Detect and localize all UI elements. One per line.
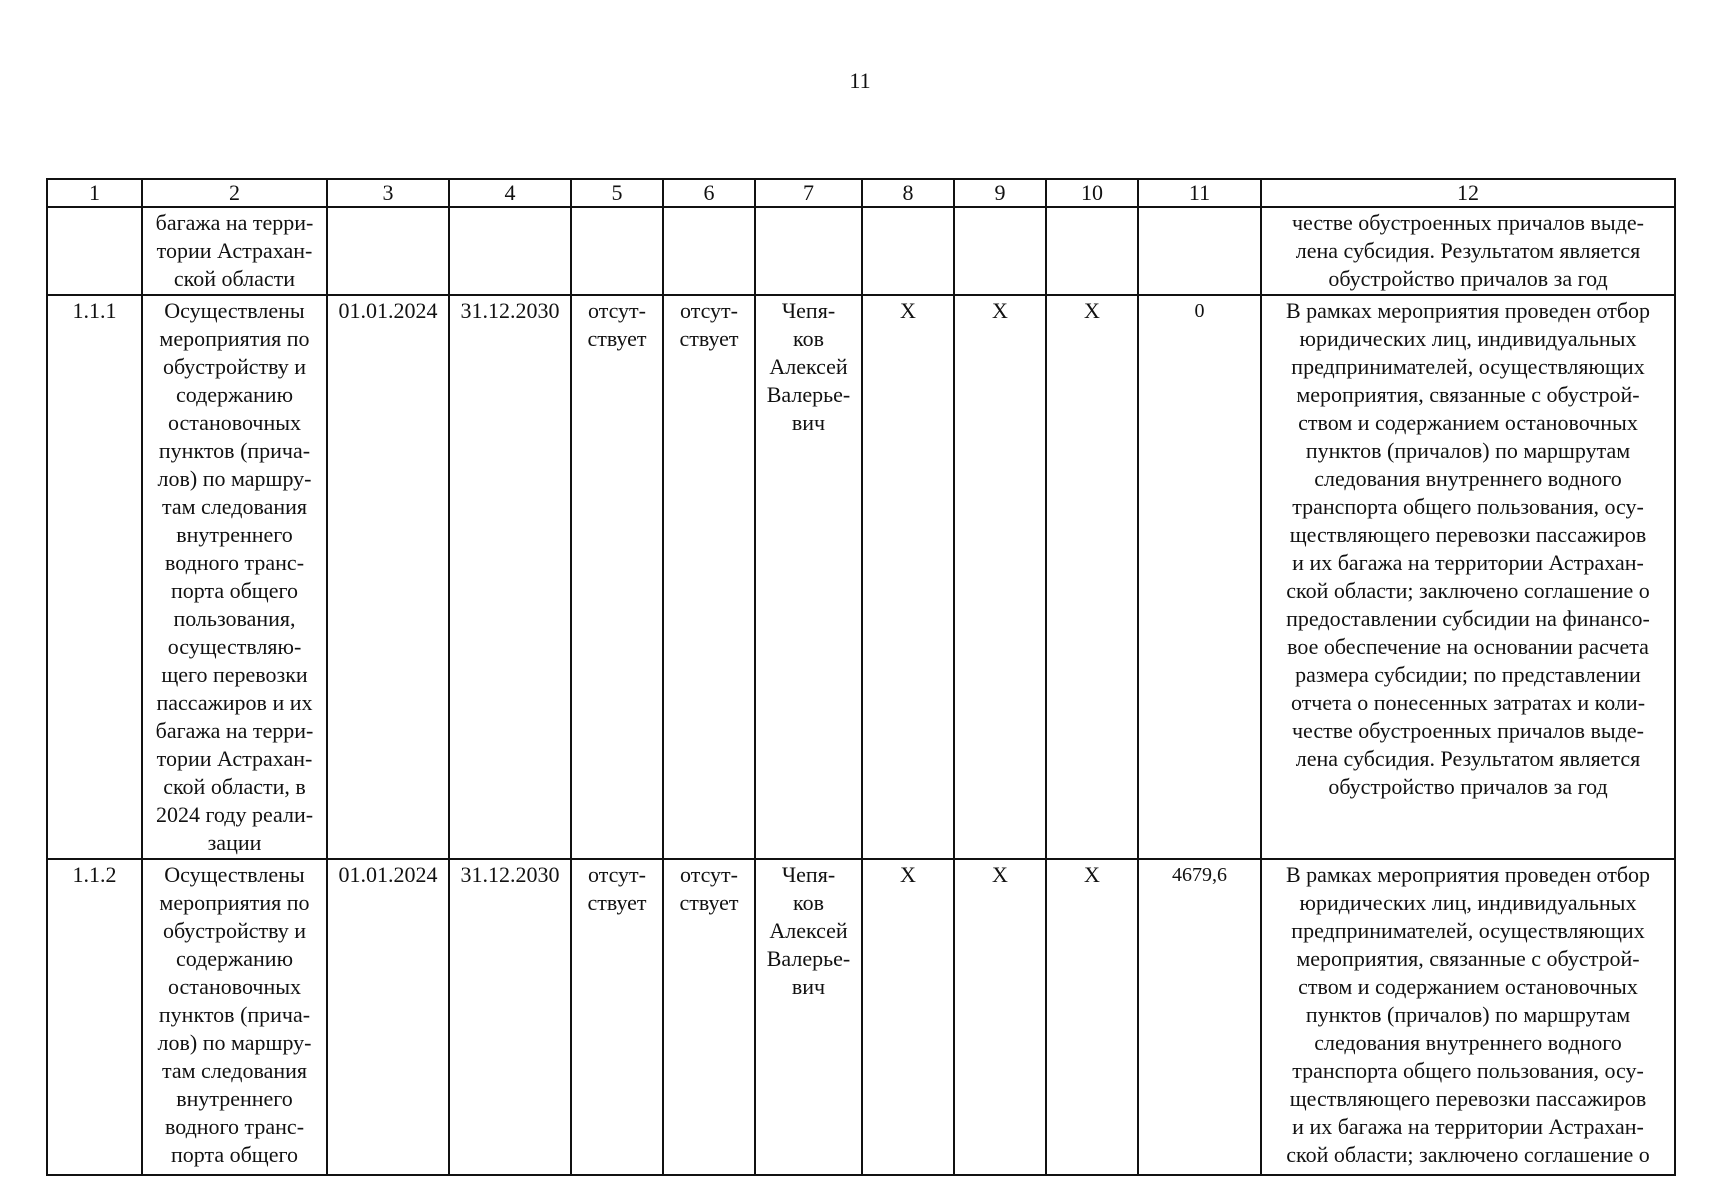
cell-col10: X <box>1046 859 1138 1175</box>
cell-col10 <box>1046 207 1138 295</box>
header-cell-7: 7 <box>755 179 862 207</box>
cell-col6: отсут- ствует <box>663 859 755 1175</box>
cell-number: 1.1.2 <box>47 859 142 1175</box>
cell-col8: X <box>862 859 954 1175</box>
header-cell-9: 9 <box>954 179 1046 207</box>
table-row <box>47 295 1675 859</box>
cell-col5: отсут- ствует <box>571 295 663 859</box>
header-cell-3: 3 <box>327 179 449 207</box>
cell-start-date: 01.01.2024 <box>327 859 449 1175</box>
cell-start-date <box>327 207 449 295</box>
cell-result: В рамках мероприятия проведен отбор юридических лиц, индивидуальных предпринимателей, осуществляющих мероприятия, связанные с обустрой- ством и содержанием остановочных пунктов (причалов) по маршрутам следования внутреннего водного транспорта общего пользования, осу- ществляющего перевозки пассажиров и их багажа на территории Астрахан- ской области; заключено соглашение о предоставлении субсидии на финансо- вое обеспечение на основании расчета размера субсидии; по представлении отчета о понесенных затратах и коли- честве обустроенных причалов выде- лена субсидия. Результатом является обустройство причалов за год <box>1261 295 1675 859</box>
cell-col9: X <box>954 859 1046 1175</box>
cell-col6: отсут- ствует <box>663 295 755 859</box>
header-cell-12: 12 <box>1261 179 1675 207</box>
cell-col5: отсут- ствует <box>571 859 663 1175</box>
cell-responsible: Чепя- ков Алексей Валерье- вич <box>755 295 862 859</box>
cell-result: В рамках мероприятия проведен отбор юридических лиц, индивидуальных предпринимателей, осуществляющих мероприятия, связанные с обустрой- ством и содержанием остановочных пунктов (причалов) по маршрутам следования внутреннего водного транспорта общего пользования, осу- ществляющего перевозки пассажиров и их багажа на территории Астрахан- ской области; заключено соглашение о <box>1261 859 1675 1175</box>
cell-description: багажа на терри- тории Астрахан- ской области <box>142 207 327 295</box>
header-cell-1: 1 <box>47 179 142 207</box>
measures-table <box>46 178 1676 1176</box>
cell-description: Осуществлены мероприятия по обустройству и содержанию остановочных пунктов (прича- лов) по маршру- там следования внутреннего водного транс- порта общего пользования, осуществляю- щего перевозки пассажиров и их багажа на терри- тории Астрахан- ской области, в 2024 году реали- зации <box>142 295 327 859</box>
cell-amount: 0 <box>1138 295 1261 859</box>
cell-end-date: 31.12.2030 <box>449 295 571 859</box>
cell-amount: 4679,6 <box>1138 859 1261 1175</box>
header-cell-6: 6 <box>663 179 755 207</box>
table-row <box>47 859 1675 1175</box>
cell-amount <box>1138 207 1261 295</box>
header-cell-4: 4 <box>449 179 571 207</box>
header-cell-8: 8 <box>862 179 954 207</box>
cell-responsible <box>755 207 862 295</box>
cell-responsible: Чепя- ков Алексей Валерье- вич <box>755 859 862 1175</box>
cell-start-date: 01.01.2024 <box>327 295 449 859</box>
cell-col9 <box>954 207 1046 295</box>
cell-col9: X <box>954 295 1046 859</box>
cell-description: Осуществлены мероприятия по обустройству и содержанию остановочных пунктов (прича- лов) по маршру- там следования внутреннего водного транс- порта общего <box>142 859 327 1175</box>
cell-result: честве обустроенных причалов выде- лена субсидия. Результатом является обустройство причалов за год <box>1261 207 1675 295</box>
cell-col8: X <box>862 295 954 859</box>
cell-col5 <box>571 207 663 295</box>
cell-col10: X <box>1046 295 1138 859</box>
header-cell-2: 2 <box>142 179 327 207</box>
header-row <box>47 179 1675 207</box>
header-cell-10: 10 <box>1046 179 1138 207</box>
cell-end-date: 31.12.2030 <box>449 859 571 1175</box>
cell-end-date <box>449 207 571 295</box>
header-cell-11: 11 <box>1138 179 1261 207</box>
table-row-continuation <box>47 207 1675 295</box>
page-number: 11 <box>849 68 871 93</box>
cell-number <box>47 207 142 295</box>
cell-col6 <box>663 207 755 295</box>
cell-number: 1.1.1 <box>47 295 142 859</box>
header-cell-5: 5 <box>571 179 663 207</box>
cell-col8 <box>862 207 954 295</box>
